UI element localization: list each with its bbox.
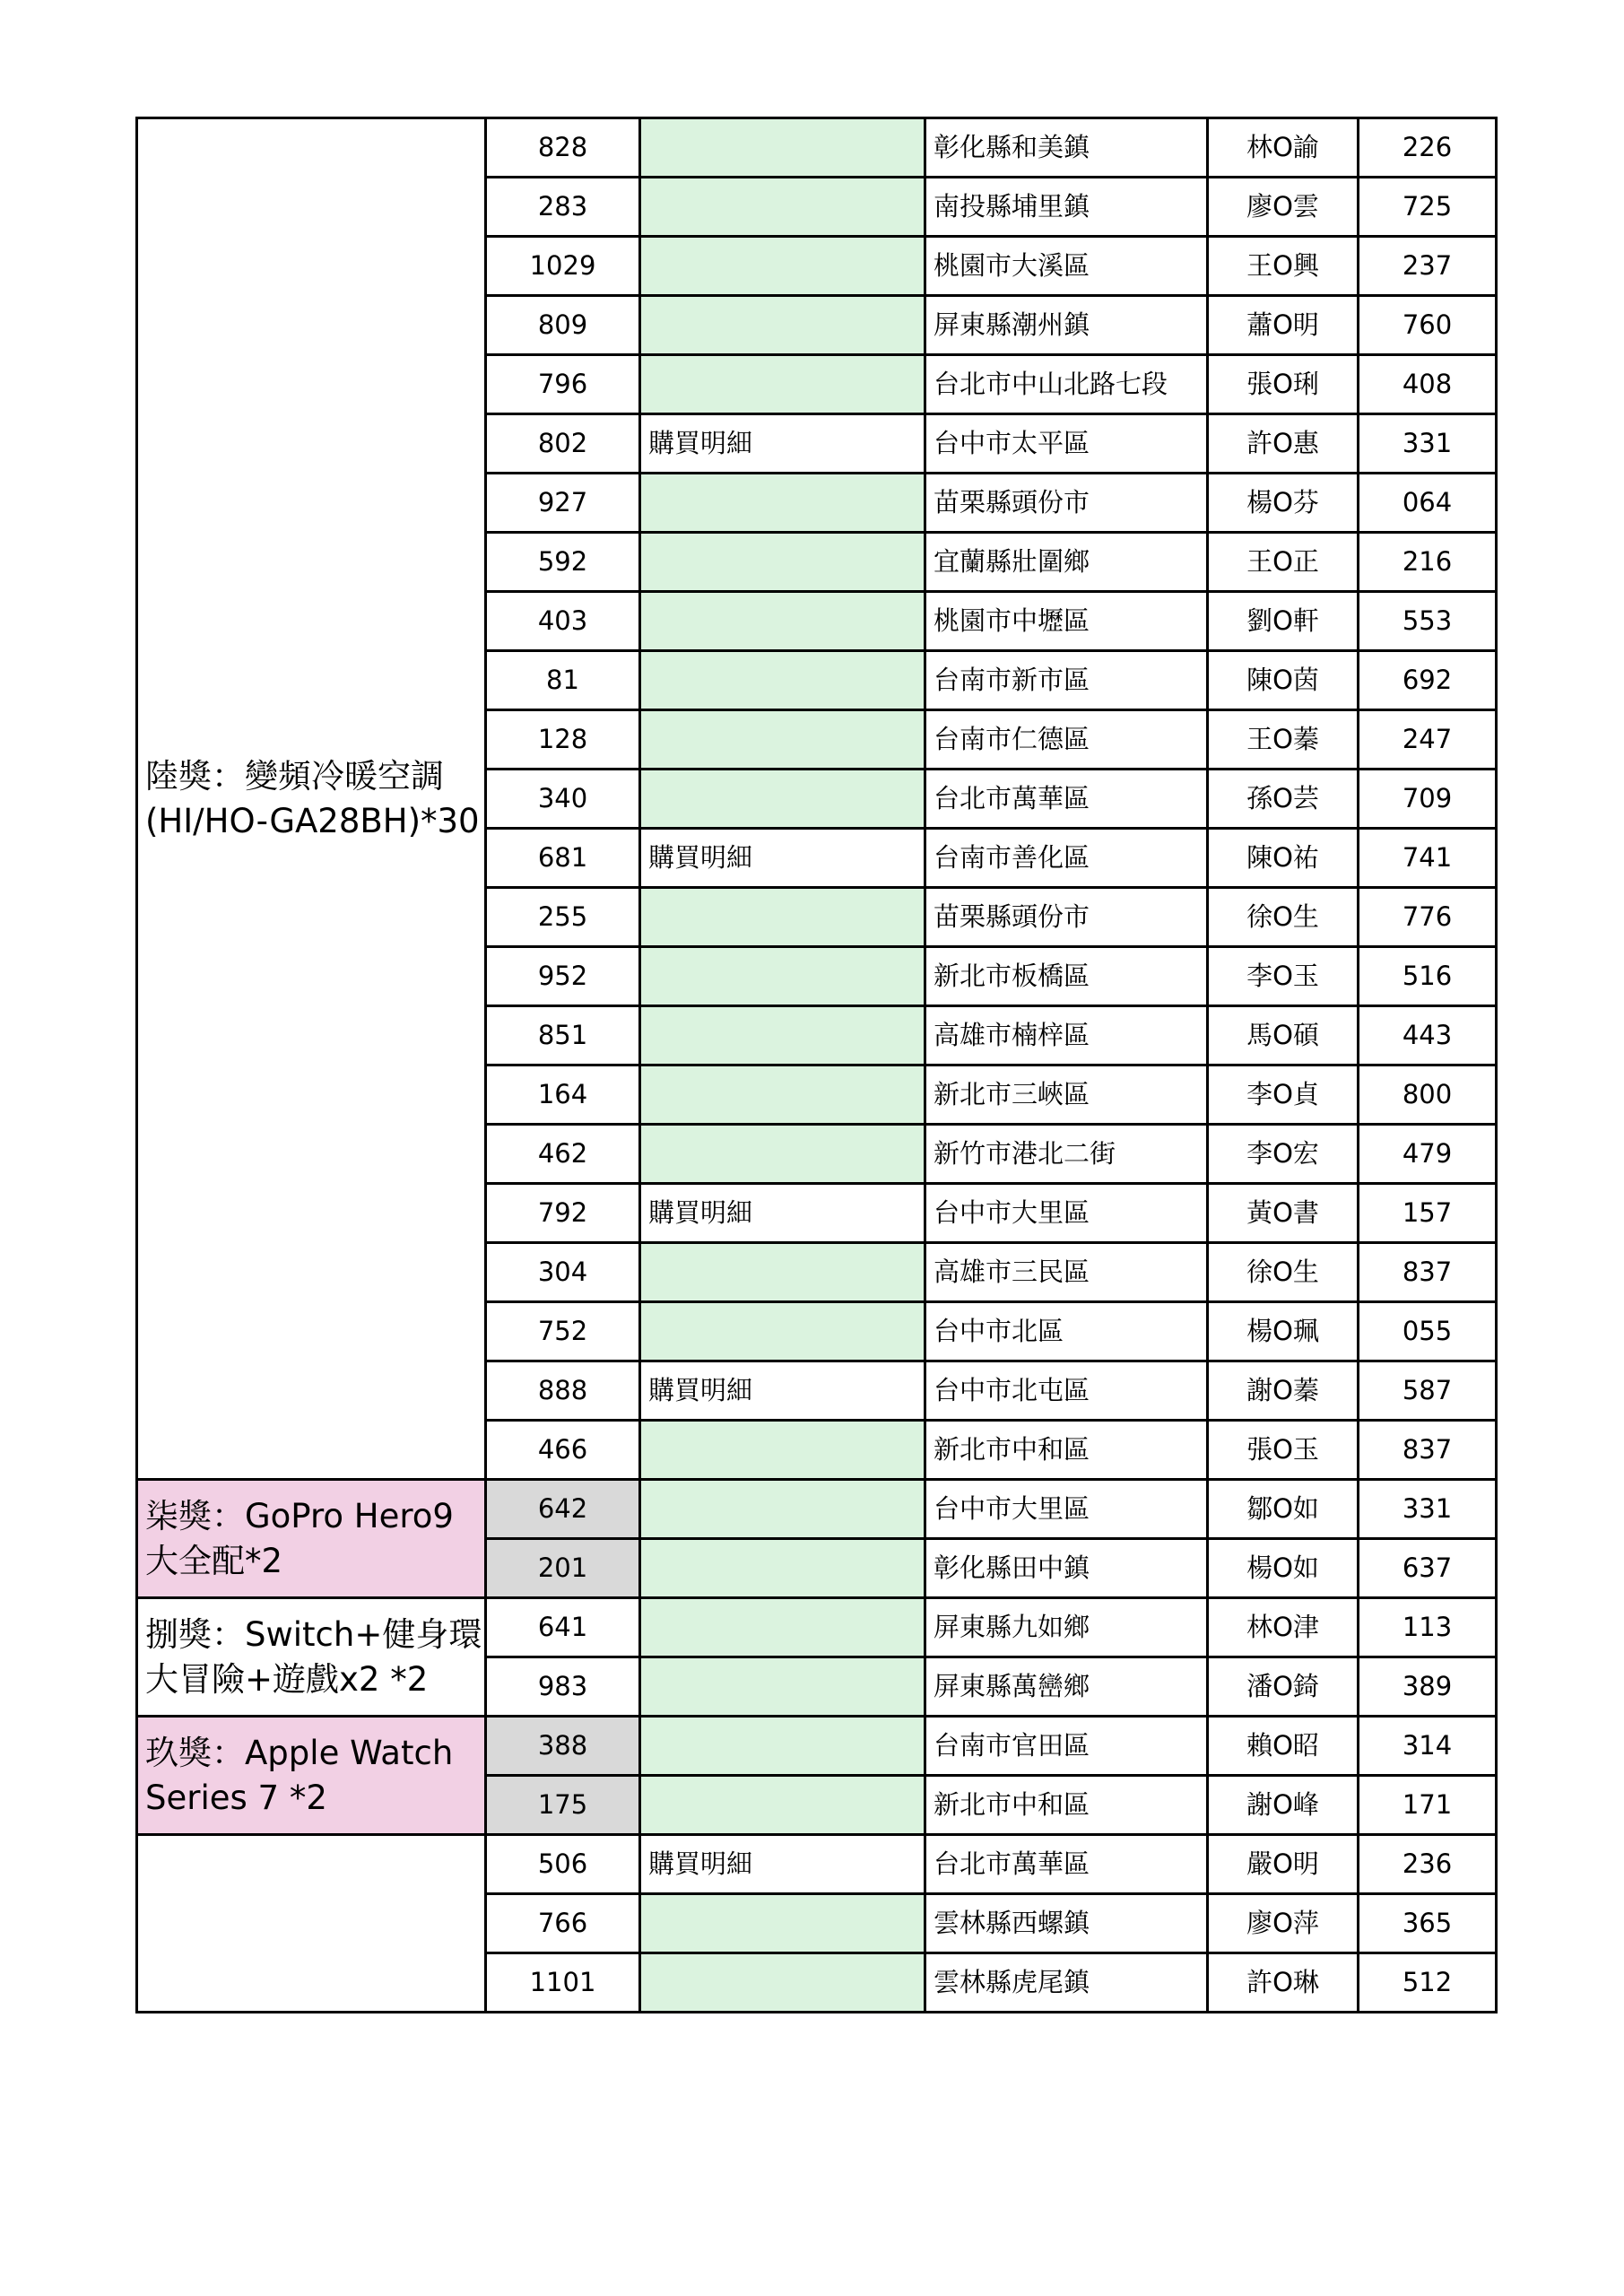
code-cell: 331 [1359, 1480, 1497, 1539]
location-cell: 彰化縣和美鎮 [925, 118, 1208, 178]
location-cell: 高雄市楠梓區 [925, 1006, 1208, 1065]
entry-number-cell: 796 [486, 355, 640, 414]
code-cell: 741 [1359, 829, 1497, 888]
code-cell: 512 [1359, 1953, 1497, 2013]
code-cell: 055 [1359, 1302, 1497, 1361]
entry-number-cell: 1101 [486, 1953, 640, 2013]
purchase-detail-cell: 購買明細 [640, 414, 925, 474]
winner-name-cell: 李O貞 [1208, 1065, 1359, 1125]
location-cell: 桃園市大溪區 [925, 237, 1208, 296]
code-cell: 226 [1359, 118, 1497, 178]
entry-number-cell: 506 [486, 1835, 640, 1894]
entry-number-cell: 766 [486, 1894, 640, 1953]
purchase-detail-cell [640, 651, 925, 710]
entry-number-cell: 752 [486, 1302, 640, 1361]
purchase-detail-cell [640, 1421, 925, 1480]
entry-number-cell: 201 [486, 1539, 640, 1598]
entry-number-cell: 304 [486, 1243, 640, 1302]
entry-number-cell: 888 [486, 1361, 640, 1421]
entry-number-cell: 340 [486, 770, 640, 829]
code-cell: 443 [1359, 1006, 1497, 1065]
winner-name-cell: 李O宏 [1208, 1125, 1359, 1184]
winner-name-cell: 蕭O明 [1208, 296, 1359, 355]
entry-number-cell: 403 [486, 592, 640, 651]
code-cell: 692 [1359, 651, 1497, 710]
purchase-detail-cell [640, 1243, 925, 1302]
prize-cell [137, 1835, 486, 2013]
entry-number-cell: 983 [486, 1657, 640, 1717]
winner-name-cell: 王O蓁 [1208, 710, 1359, 770]
winner-name-cell: 謝O蓁 [1208, 1361, 1359, 1421]
location-cell: 台中市太平區 [925, 414, 1208, 474]
winner-name-cell: 徐O生 [1208, 1243, 1359, 1302]
purchase-detail-cell [640, 1776, 925, 1835]
purchase-detail-cell [640, 1006, 925, 1065]
location-cell: 雲林縣虎尾鎮 [925, 1953, 1208, 2013]
purchase-detail-cell [640, 1480, 925, 1539]
code-cell: 637 [1359, 1539, 1497, 1598]
winner-name-cell: 張O琍 [1208, 355, 1359, 414]
code-cell: 365 [1359, 1894, 1497, 1953]
winner-name-cell: 楊O芬 [1208, 474, 1359, 533]
entry-number-cell: 642 [486, 1480, 640, 1539]
winner-name-cell: 謝O峰 [1208, 1776, 1359, 1835]
location-cell: 高雄市三民區 [925, 1243, 1208, 1302]
winner-name-cell: 陳O祐 [1208, 829, 1359, 888]
winner-name-cell: 王O正 [1208, 533, 1359, 592]
code-cell: 776 [1359, 888, 1497, 947]
prize-cell: 玖獎：Apple Watch Series 7 *2 [137, 1717, 486, 1835]
location-cell: 彰化縣田中鎮 [925, 1539, 1208, 1598]
code-cell: 064 [1359, 474, 1497, 533]
entry-number-cell: 809 [486, 296, 640, 355]
entry-number-cell: 952 [486, 947, 640, 1006]
winner-name-cell: 賴O昭 [1208, 1717, 1359, 1776]
entry-number-cell: 1029 [486, 237, 640, 296]
code-cell: 553 [1359, 592, 1497, 651]
code-cell: 171 [1359, 1776, 1497, 1835]
code-cell: 587 [1359, 1361, 1497, 1421]
code-cell: 800 [1359, 1065, 1497, 1125]
entry-number-cell: 388 [486, 1717, 640, 1776]
location-cell: 台南市善化區 [925, 829, 1208, 888]
winner-name-cell: 孫O芸 [1208, 770, 1359, 829]
location-cell: 南投縣埔里鎮 [925, 178, 1208, 237]
code-cell: 725 [1359, 178, 1497, 237]
table-row [137, 1835, 1497, 1894]
location-cell: 台北市萬華區 [925, 770, 1208, 829]
purchase-detail-cell: 購買明細 [640, 829, 925, 888]
entry-number-cell: 851 [486, 1006, 640, 1065]
code-cell: 479 [1359, 1125, 1497, 1184]
code-cell: 247 [1359, 710, 1497, 770]
purchase-detail-cell [640, 1302, 925, 1361]
entry-number-cell: 927 [486, 474, 640, 533]
location-cell: 雲林縣西螺鎮 [925, 1894, 1208, 1953]
entry-number-cell: 164 [486, 1065, 640, 1125]
purchase-detail-cell [640, 1598, 925, 1657]
code-cell: 314 [1359, 1717, 1497, 1776]
location-cell: 屏東縣九如鄉 [925, 1598, 1208, 1657]
purchase-detail-cell [640, 237, 925, 296]
location-cell: 苗栗縣頭份市 [925, 888, 1208, 947]
location-cell: 新北市三峽區 [925, 1065, 1208, 1125]
table-row [137, 1480, 1497, 1539]
entry-number-cell: 462 [486, 1125, 640, 1184]
location-cell: 新北市板橋區 [925, 947, 1208, 1006]
entry-number-cell: 81 [486, 651, 640, 710]
entry-number-cell: 128 [486, 710, 640, 770]
purchase-detail-cell [640, 947, 925, 1006]
winner-name-cell: 許O惠 [1208, 414, 1359, 474]
winner-name-cell: 鄒O如 [1208, 1480, 1359, 1539]
entry-number-cell: 641 [486, 1598, 640, 1657]
code-cell: 216 [1359, 533, 1497, 592]
purchase-detail-cell [640, 710, 925, 770]
entry-number-cell: 466 [486, 1421, 640, 1480]
location-cell: 台中市北區 [925, 1302, 1208, 1361]
purchase-detail-cell [640, 1717, 925, 1776]
code-cell: 331 [1359, 414, 1497, 474]
winner-name-cell: 許O琳 [1208, 1953, 1359, 2013]
location-cell: 台北市中山北路七段 [925, 355, 1208, 414]
winner-name-cell: 楊O如 [1208, 1539, 1359, 1598]
purchase-detail-cell [640, 1894, 925, 1953]
purchase-detail-cell [640, 1953, 925, 2013]
location-cell: 屏東縣潮州鎮 [925, 296, 1208, 355]
winner-name-cell: 馬O碩 [1208, 1006, 1359, 1065]
location-cell: 桃園市中壢區 [925, 592, 1208, 651]
winner-name-cell: 嚴O明 [1208, 1835, 1359, 1894]
purchase-detail-cell: 購買明細 [640, 1835, 925, 1894]
table-row [137, 118, 1497, 178]
code-cell: 760 [1359, 296, 1497, 355]
code-cell: 516 [1359, 947, 1497, 1006]
purchase-detail-cell [640, 355, 925, 414]
location-cell: 台南市新市區 [925, 651, 1208, 710]
winner-name-cell: 李O玉 [1208, 947, 1359, 1006]
winner-name-cell: 潘O錡 [1208, 1657, 1359, 1717]
location-cell: 新北市中和區 [925, 1421, 1208, 1480]
entry-number-cell: 175 [486, 1776, 640, 1835]
purchase-detail-cell [640, 296, 925, 355]
entry-number-cell: 802 [486, 414, 640, 474]
winner-name-cell: 林O津 [1208, 1598, 1359, 1657]
purchase-detail-cell [640, 533, 925, 592]
table-row [137, 1598, 1497, 1657]
location-cell: 台南市官田區 [925, 1717, 1208, 1776]
purchase-detail-cell: 購買明細 [640, 1361, 925, 1421]
code-cell: 408 [1359, 355, 1497, 414]
code-cell: 113 [1359, 1598, 1497, 1657]
purchase-detail-cell [640, 1125, 925, 1184]
entry-number-cell: 592 [486, 533, 640, 592]
prize-winners-table [135, 117, 1498, 2013]
location-cell: 台南市仁德區 [925, 710, 1208, 770]
location-cell: 台北市萬華區 [925, 1835, 1208, 1894]
purchase-detail-cell [640, 178, 925, 237]
location-cell: 新北市中和區 [925, 1776, 1208, 1835]
winner-name-cell: 楊O珮 [1208, 1302, 1359, 1361]
winner-name-cell: 林O諭 [1208, 118, 1359, 178]
entry-number-cell: 681 [486, 829, 640, 888]
location-cell: 苗栗縣頭份市 [925, 474, 1208, 533]
purchase-detail-cell [640, 592, 925, 651]
location-cell: 宜蘭縣壯圍鄉 [925, 533, 1208, 592]
winner-name-cell: 張O玉 [1208, 1421, 1359, 1480]
code-cell: 837 [1359, 1421, 1497, 1480]
location-cell: 屏東縣萬巒鄉 [925, 1657, 1208, 1717]
winner-name-cell: 陳O茵 [1208, 651, 1359, 710]
purchase-detail-cell: 購買明細 [640, 1184, 925, 1243]
winner-name-cell: 王O興 [1208, 237, 1359, 296]
code-cell: 389 [1359, 1657, 1497, 1717]
purchase-detail-cell [640, 474, 925, 533]
location-cell: 新竹市港北二街 [925, 1125, 1208, 1184]
entry-number-cell: 828 [486, 118, 640, 178]
code-cell: 236 [1359, 1835, 1497, 1894]
prize-cell: 陸獎：變頻冷暖空調(HI/HO-GA28BH)*30 [137, 118, 486, 1480]
purchase-detail-cell [640, 118, 925, 178]
winner-name-cell: 廖O雲 [1208, 178, 1359, 237]
winner-name-cell: 黃O書 [1208, 1184, 1359, 1243]
code-cell: 837 [1359, 1243, 1497, 1302]
code-cell: 157 [1359, 1184, 1497, 1243]
winner-name-cell: 徐O生 [1208, 888, 1359, 947]
purchase-detail-cell [640, 1539, 925, 1598]
code-cell: 709 [1359, 770, 1497, 829]
purchase-detail-cell [640, 888, 925, 947]
prize-cell: 柒獎：GoPro Hero9大全配*2 [137, 1480, 486, 1598]
entry-number-cell: 255 [486, 888, 640, 947]
purchase-detail-cell [640, 1065, 925, 1125]
location-cell: 台中市北屯區 [925, 1361, 1208, 1421]
purchase-detail-cell [640, 1657, 925, 1717]
prize-winners-body [137, 118, 1497, 2013]
location-cell: 台中市大里區 [925, 1184, 1208, 1243]
prize-cell: 捌獎：Switch+健身環大冒險+遊戲x2 *2 [137, 1598, 486, 1717]
table-row [137, 1717, 1497, 1776]
code-cell: 237 [1359, 237, 1497, 296]
entry-number-cell: 283 [486, 178, 640, 237]
entry-number-cell: 792 [486, 1184, 640, 1243]
purchase-detail-cell [640, 770, 925, 829]
winner-name-cell: 廖O萍 [1208, 1894, 1359, 1953]
winner-name-cell: 劉O軒 [1208, 592, 1359, 651]
location-cell: 台中市大里區 [925, 1480, 1208, 1539]
